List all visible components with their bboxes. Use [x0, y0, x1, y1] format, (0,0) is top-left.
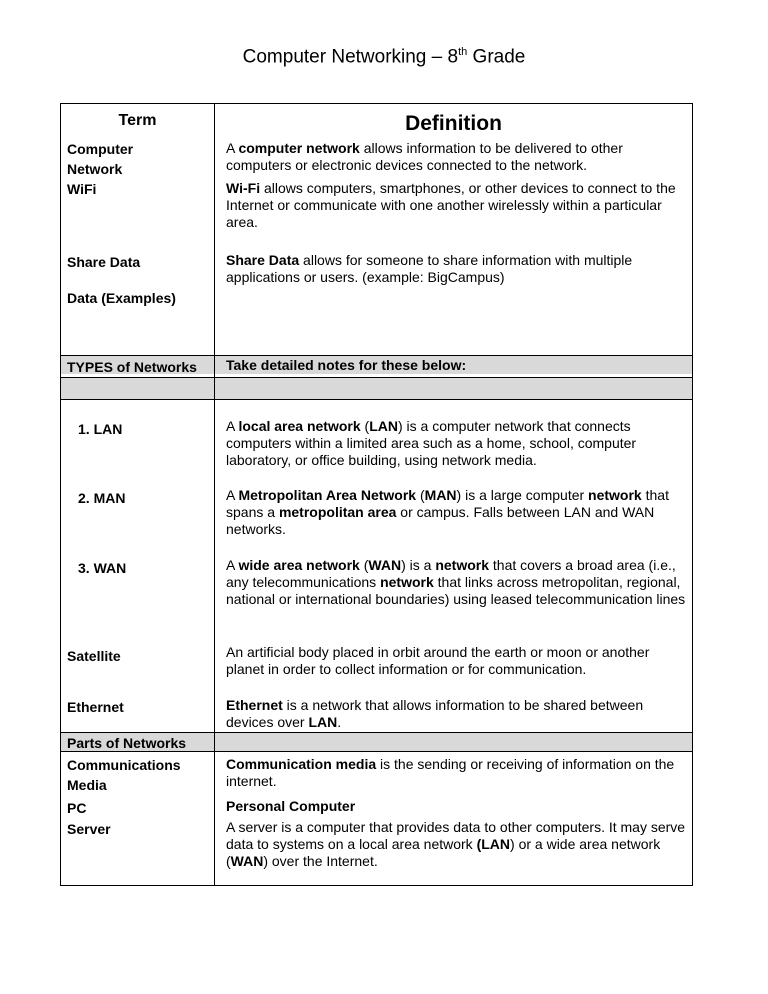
term-satellite: Satellite	[67, 648, 121, 664]
term-lan: 1. LAN	[78, 421, 123, 437]
def-satellite: An artificial body placed in orbit around the earth or moon or another planet in order to collect information or for communication.	[226, 644, 650, 677]
def-share-data: Share Data allows for someone to share information with multiple applications or users. (example: BigCampus)	[226, 252, 633, 285]
term-wifi: WiFi	[67, 181, 97, 197]
term-types-of-networks: TYPES of Networks	[67, 359, 197, 375]
term-computer-network: Computer Network	[67, 141, 134, 177]
term-wan: 3. WAN	[78, 560, 127, 576]
page-title: Computer Networking – 8th Grade	[242, 46, 526, 68]
def-wifi: Wi-Fi allows computers, smartphones, or other devices to connect to the Internet or communicate with one another wirelessly within a particular area.	[226, 180, 676, 230]
term-share-data: Share Data	[67, 254, 141, 270]
def-man: A Metropolitan Area Network (MAN) is a large computer network that spans a metropolitan area or campus. Falls between LAN and WAN networks.	[226, 487, 669, 537]
row-divider	[61, 355, 692, 356]
row-divider	[61, 377, 692, 378]
def-server: A server is a computer that provides data to other computers. It may serve data to systems on a local area network (LAN) or a wide area network (WAN) over the Internet.	[226, 819, 686, 869]
def-lan: A local area network (LAN) is a computer network that connects computers within a limited area such as a home, school, computer laboratory, or office building, using network media.	[226, 418, 637, 468]
term-pc: PC	[67, 800, 87, 816]
definitions-table	[60, 103, 693, 886]
def-pc: Personal Computer	[226, 798, 356, 814]
def-types: Take detailed notes for these below:	[226, 357, 467, 373]
blank-row-shade	[61, 377, 692, 399]
term-communications-media: Communications Media	[67, 757, 181, 793]
term-man: 2. MAN	[78, 490, 126, 506]
def-communications-media: Communication media is the sending or receiving of information on the internet.	[226, 756, 675, 789]
def-wan: A wide area network (WAN) is a network that covers a broad area (i.e., any telecommunications network that links across metropolitan, regional, national or international boundaries) using leased telecommunication lines	[226, 557, 686, 607]
definition-header: Definition	[405, 112, 502, 135]
row-divider	[61, 399, 692, 400]
def-ethernet: Ethernet is a network that allows information to be shared between devices over LAN.	[226, 697, 644, 730]
term-data-examples: Data (Examples)	[67, 290, 176, 306]
term-ethernet: Ethernet	[67, 699, 124, 715]
term-server: Server	[67, 821, 111, 837]
term-header: Term	[118, 112, 157, 129]
term-parts-of-networks: Parts of Networks	[67, 735, 187, 751]
def-computer-network: A computer network allows information to be delivered to other computers or electronic devices connected to the network.	[226, 140, 623, 173]
